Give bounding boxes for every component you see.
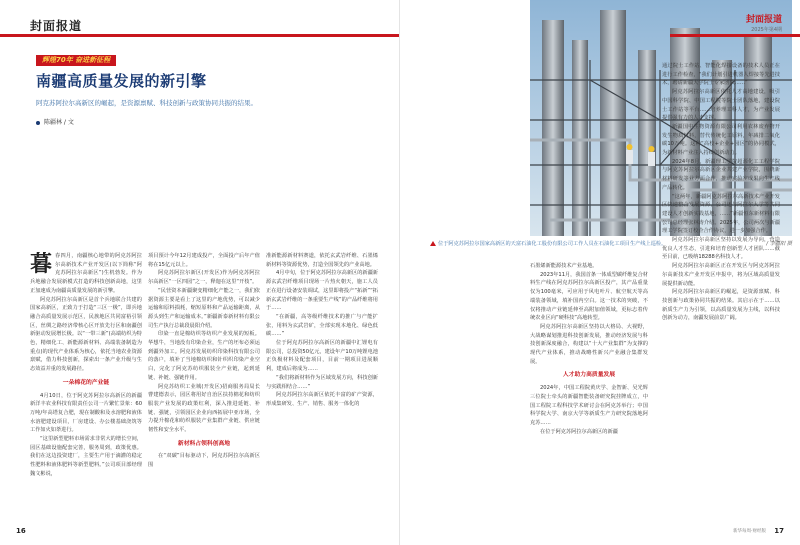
- section-heading: 一朵棉花的产业链: [62, 379, 110, 386]
- paragraph: “我们将新材料作为区域发展方向，科技创新与实践相结合……”: [266, 374, 378, 390]
- article-subhead: 阿克苏阿拉尔高新区的崛起，是资源禀赋、科技创新与政策协同共振的结果。: [36, 99, 257, 107]
- paragraph: 阿克苏纺织工业城(开发区)招商服务局局长曹建德表示，园区将用好自治区扶持棉花和纺织服装产业发展的政策红利，深入推进延链、补链、强链，引领园区企业向西拓展中亚市场，全力提升棉花和纺织服装产业集群产业链、供应链韧性和安全水平。: [148, 383, 260, 434]
- paragraph: “在新疆，高等级纤维技术的推广与产能扩张，用料为玄武岩矿，全部实现本地化、绿色低碳……”: [266, 313, 378, 338]
- byline-text: 陈疆林 / 文: [44, 119, 74, 126]
- section-heading: 人才助力高质量发展: [562, 372, 616, 379]
- paragraph: 位于阿克苏阿拉尔高新区的新疆中汇锂电有限公司，总投资50亿元，建设年产10万吨锂电池正负极材料及配套项目，目前一期项目进展顺利，建成后将成为……: [266, 340, 378, 373]
- issue-info: 2025年第4期: [751, 27, 782, 33]
- paragraph: 在位于阿克苏阿拉尔高新区的新疆: [540, 428, 618, 435]
- page-number: 17: [774, 527, 784, 535]
- column-ribbon: 辉煌70年 奋进新征程: [36, 55, 116, 66]
- paragraph: 2024年，中国工程院黄庆学、金智新、吴光辉三位院士牵头的新疆智能装备研究院挂牌成立，中国工程院工程科技学术研讨会在阿克苏举行；中国科学院大学、南京大学等新质生产力研究院落地阿克苏……: [530, 385, 648, 426]
- text-column-4: [530, 262, 648, 524]
- photo-credit: / 李疆阳 摄: [766, 241, 792, 247]
- bullet-icon: [36, 121, 40, 125]
- paragraph: 阿克苏阿拉尔高新区依托丰富的矿产资源，形成集研发、生产、销售、服务一体化的: [266, 392, 378, 407]
- text-column-2: [148, 252, 260, 522]
- lead-text: 春四月，南疆核心地带的阿克苏阿拉尔高新技术产业开发区(以下简称“阿克苏阿拉尔高新区”)生机勃发。作为兵地融合发展新模式打造的科技创新高地，这里正加速成为南疆高质量发展的新引擎。: [30, 253, 142, 294]
- section-heading: 新材料占领科创高地: [177, 440, 231, 447]
- text-column-3: [266, 252, 378, 522]
- paragraph: 在“双碳”目标驱动下，阿克苏阿拉尔高新区围: [148, 453, 260, 469]
- paragraph: 4月10日，位于阿克苏阿拉尔高新区的新疆新洋丰农业科技有限责任公司一片繁忙景象：60万吨/年高塔复合肥，現在制酸和及水溶肥和液体水溶肥建设项目，厂房建设、办公楼基础浇筑等工作如火如荼进行。: [30, 392, 142, 434]
- paragraph: 通过院士工作站、智能化焊接设备的技术人员正在进行工作检查，“我们计划引进机器人焊接等先进技术，聘请新疆大学院士专家团队……”: [662, 63, 780, 87]
- paragraph: 准新能源新材料赛道，依托玄武岩纤维、石墨烯新材料等资源优势，打造全国领先的产业高地。: [266, 253, 378, 268]
- paragraph: 阿克苏阿拉尔高新区的崛起，是资源禀赋、科技创新与政策协同共振的结果。其启示在于……以新质生产力为引领，以高质量发展为主线，以科技创新为动力，南疆发展前景广阔。: [662, 289, 780, 322]
- paragraph: 印染一直是棉纺织等纺织产业发展的短板。华想牛，当地没有印染企业，生产的坯布必须运到疆外加工。阿克苏发展纺织印染科技有限公司的落户，填补了当地棉纺织和针织织印染产业空白，完化了阿克苏纺织服装全产业链，起到延链、补链、强链作用。: [148, 331, 260, 381]
- paragraph: 阿克苏阿拉尔高新区坚持以发展为导向，营造优良人才生态，引进和培育创新型人才团队……截至目前，已吸纳18288名科技人才。: [662, 237, 780, 261]
- paragraph: 新疆国中生物资源有限公司利用农林废弃物开发生物质材料，替代传统化工原料，年减排二氧化碳10万吨。这种“高校+企业+园区”的协同模式，为新材料产业注入持续创新动力。: [662, 123, 780, 157]
- header-rule: [0, 34, 400, 37]
- header-rule: [670, 34, 800, 37]
- paragraph: “这两年，新疆阿克苏阿拉尔高新技术产业开发区快速整合发展资源，公司还与阿拉尔大学等共同建设人才创新实践基地，……”新疆恒东新材料有限公司总经理张林涛介绍。2025年，公司两次与新疆理工学院签订校企合作协议，进一步加强合作。: [662, 193, 780, 235]
- section-tag: 封面报道: [30, 19, 83, 33]
- paragraph: 阿克苏阿拉尔高新区坚持以大格局、大视野，大战略谋划推进科技创新发展，推动经济发展与科技创新深度融合，构建以“十大产业集群”为支撑的现代产业体系，推动战略性新兴产业融合集群发展。: [530, 323, 648, 365]
- paragraph: 4月中旬，位于阿克苏阿拉尔高新区的新疆新源玄武岩纤维项目现场一片热火朝天，施工人员正在进行设备安装调试，这里即将投产“拓新”“拓新玄武岩纤维的一条重要生产线”的产品纤维将用于……: [266, 270, 378, 312]
- byline: [36, 117, 74, 126]
- page-number: 16: [16, 527, 26, 535]
- brand-name: 封面报道: [745, 15, 782, 25]
- paragraph: 阿克苏阿拉尔高新区正在开发区与阿克苏阿拉尔高新技术产业开发区申报中，将为区域高质量发展提供新动能。: [662, 263, 780, 287]
- article-headline: 南疆高质量发展的新引擎: [36, 72, 207, 90]
- paragraph: 阿克苏阿拉尔高新区是首个兵地联合共建的国家高新区，正致力于打造“三区一极”，即兵地融合高质量发展示范区，民族地区共同富裕引领区，丝绸之路经济带核心区开放先行区和南疆创新驱动发展增长极。以“一带三新”(高端纺织为特色，精细化工、新能源新材料、高端装备制造为重点)的现代产业体系为核心，依托当地农业资源禀赋，借力科技创新，探索出一条产业升级与生态效益并重的发展路径。: [30, 296, 142, 373]
- paragraph: 石墨烯新能源技术产业基地。: [530, 263, 598, 269]
- text-column-1: [30, 252, 142, 522]
- paragraph: “这里新型肥料市场需求非常大的增长空间，园区基础设施配套完善，服务周到，政策优惠。我们在这边投资建厂，主要生产用于滴灌的稳定性肥料和液体肥料等新型肥料。”公司项目部经理魏文彬说，: [30, 436, 142, 477]
- lead-paragraph: [30, 252, 142, 296]
- footer-publication: 新华每周·财经版: [733, 529, 766, 534]
- brand-block: [746, 12, 782, 33]
- dropcap: 暮: [30, 252, 53, 277]
- paragraph: 阿克苏阿拉尔新区(开发区)作为阿克苏阿拉尔高新区“一区四园”之一，释迦在这里“开枝”。: [148, 270, 260, 286]
- right-page: [400, 0, 800, 545]
- paragraph: 2023年11月，我国首条一体成型碳纤维复合材料生产线在阿克苏阿拉尔高新区投产，其产品重量仅为100毫米，可应用于风电叶片、航空航天等高端装备领域，填补国内空白。这一技术的突破，不仅将推动产业链延伸至高附加值领域，更标志着传统农业区向“硬科技”高地转型。: [530, 271, 648, 322]
- caption-triangle-icon: [430, 241, 436, 246]
- paragraph: 阿克苏阿拉尔高新区依托人才高地建设，吸引中国科学院、中国工程院等院士团队落地，建设院士工作站等平台……培养理工科人才，为产业发展提供强有力的人才支撑。: [662, 89, 780, 122]
- paragraph: 项目预计今年12月建成投产，全面投产后年产值将在15亿元以上。: [148, 253, 260, 268]
- text-column-5: [662, 62, 780, 524]
- paragraph: 2024年8月，新疆理工学院超源化工工程学院与阿克苏阿拉尔高新区企业共建产业学院，围绕新材料研发等业方面合作，推动实验室成果向生产线产品转化。: [662, 158, 780, 191]
- caption-text: 位于阿克苏阿拉尔国家高新区的天富石油化工股份有限公司工作人员在石油化工项目生产线上巡检。: [438, 241, 667, 247]
- paragraph: “民营资本新疆聚变精细化产能之一，我们依据资源主要是看上了这里的产地优势，可以减少运输和原料损耗，缩短原料和产品运输距离，从源头到生产和运输成本。”新疆新泰新材料有限公司生产执行总裁段晨阳介绍。: [148, 287, 260, 329]
